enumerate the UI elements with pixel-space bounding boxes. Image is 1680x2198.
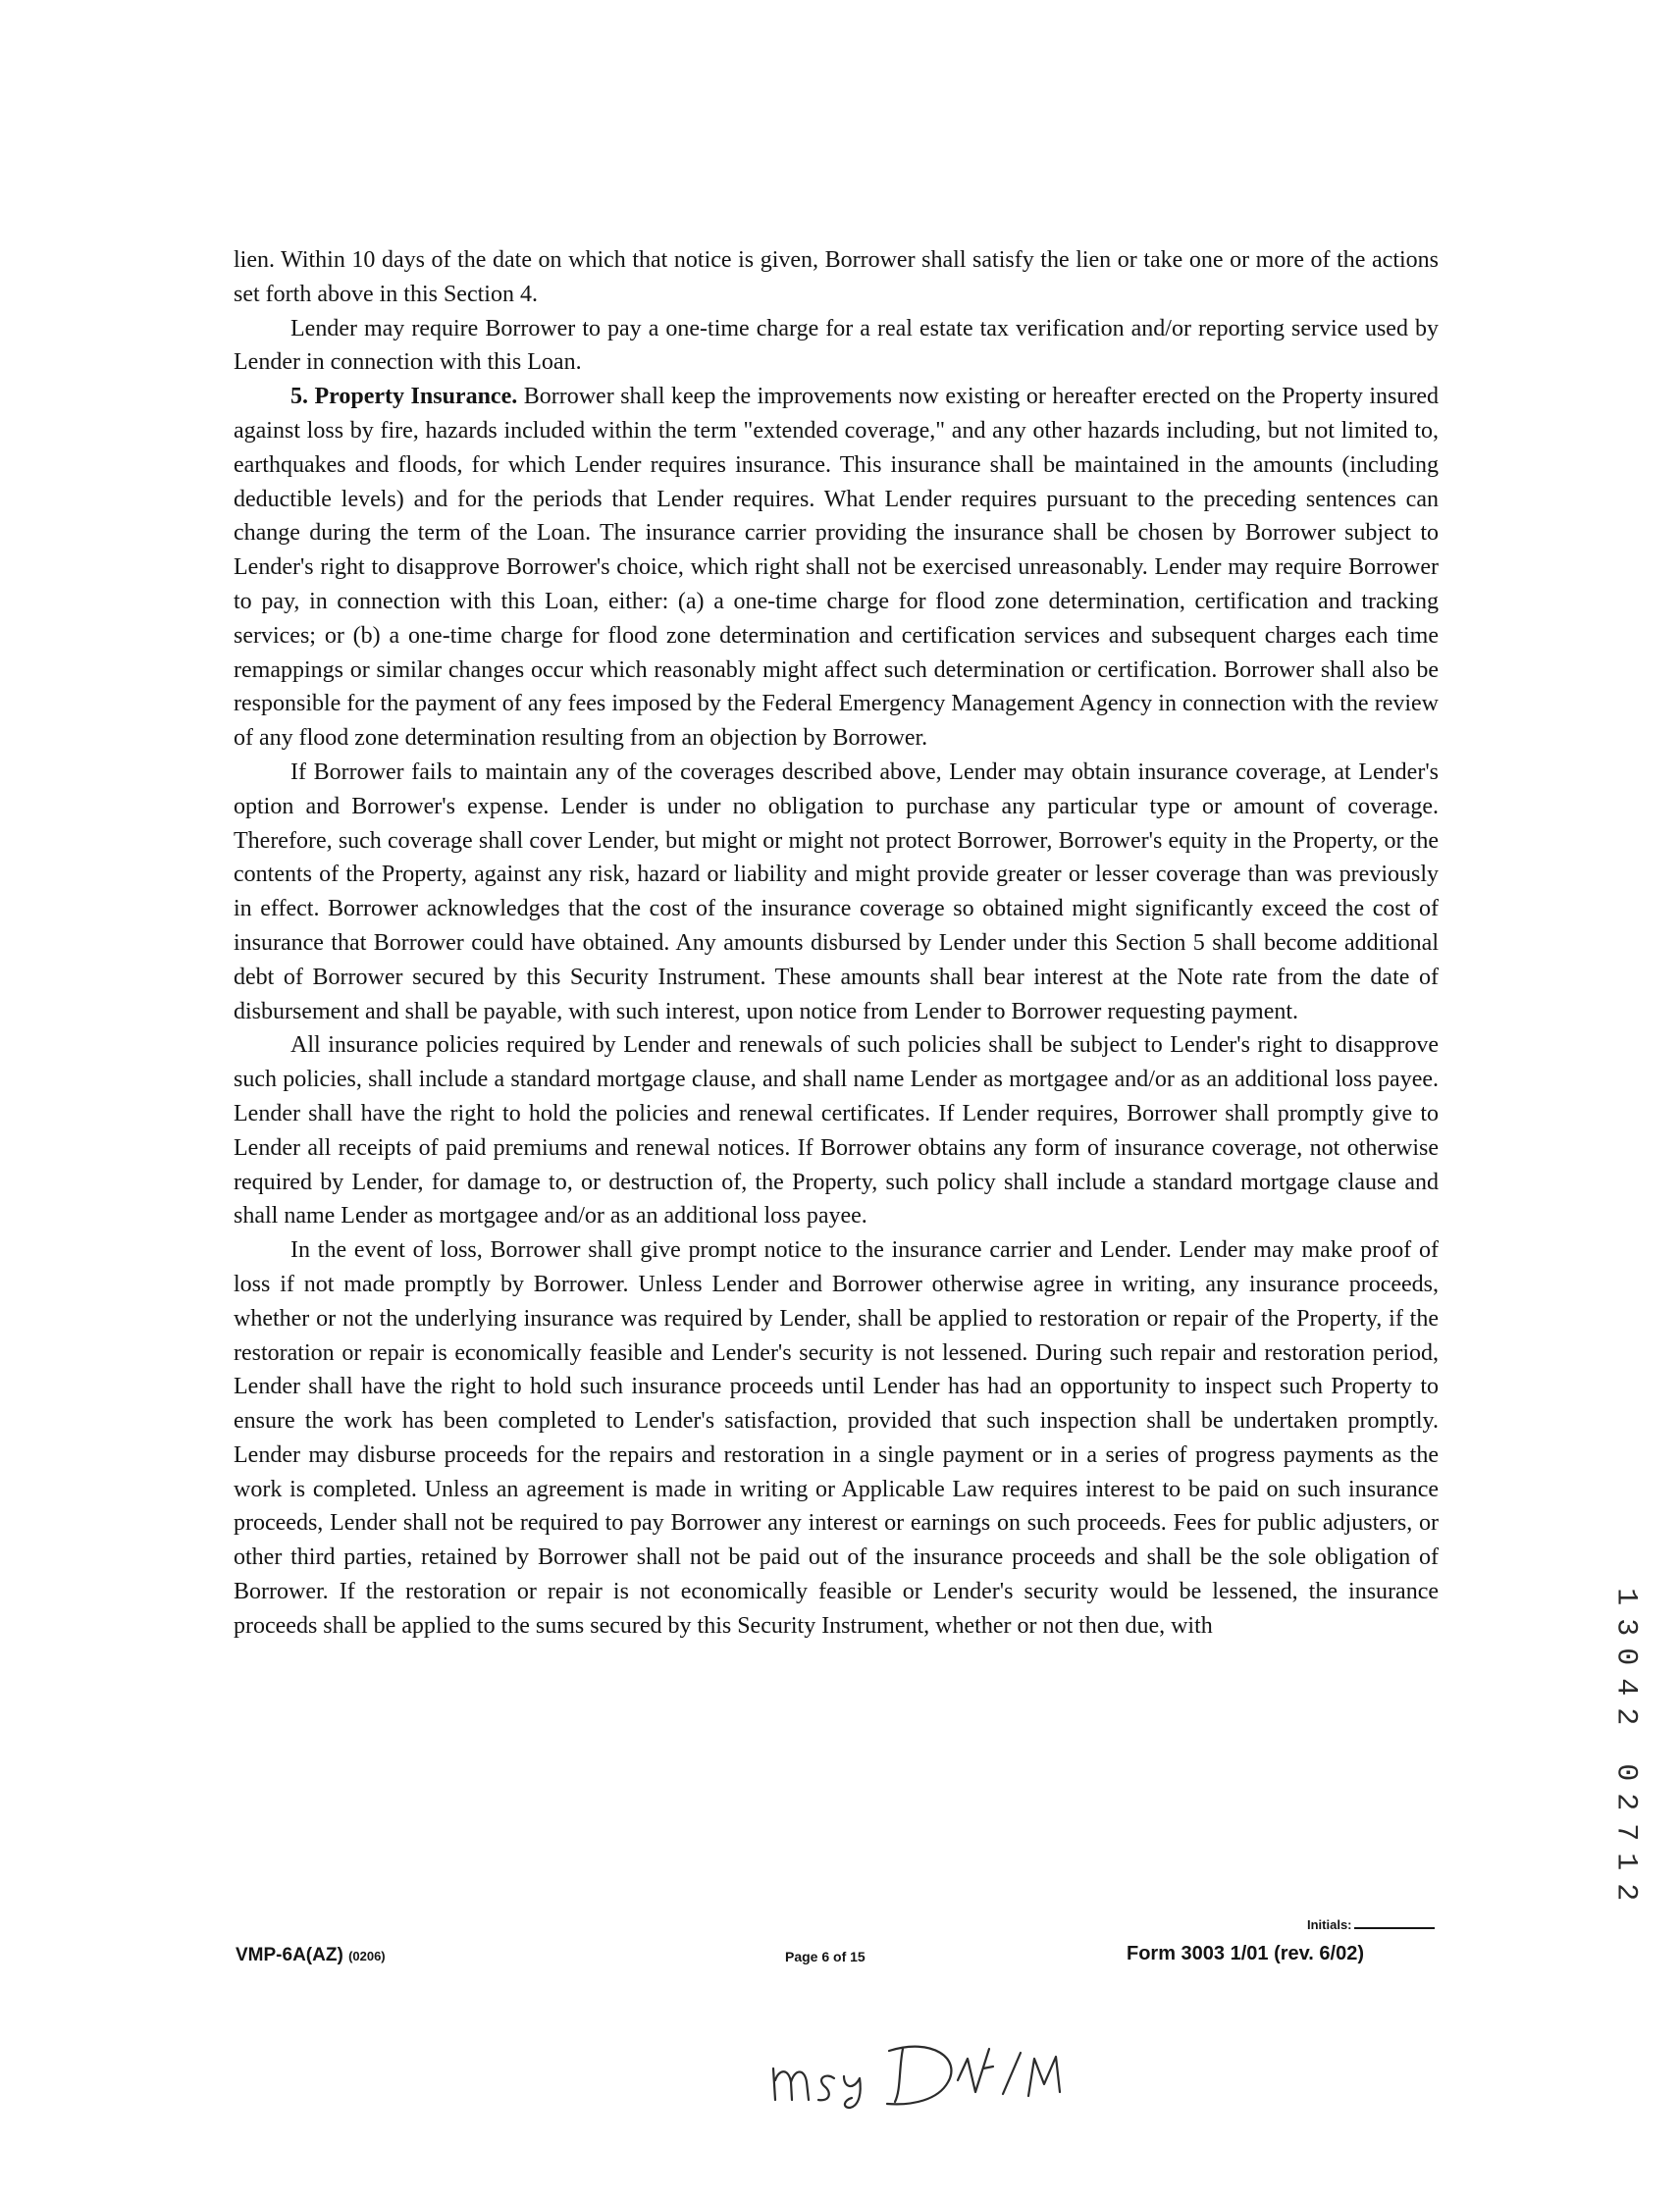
initials-label: Initials:	[1307, 1917, 1352, 1932]
paragraph-lien-notice	[234, 243, 1439, 312]
paragraph-tax-verification	[234, 312, 1439, 381]
paragraph-text: In the event of loss, Borrower shall give prompt notice to the insurance carrier and Lender. Lender may make proof of loss if not made promptly by Borrower. Unless Lender and Borrower otherwise agree in writing, any insurance proceeds, whether or not the underlying insurance was required by Lender, shall be applied to restoration or repair of the Property, if the restoration or repair is economically feasible and Lender's security is not lessened. During such repair and restoration period, Lender shall have the right to hold such insurance proceeds until Lender has had an opportunity to inspect such Property to ensure the work has been completed to Lender's satisfaction, provided that such inspection shall be undertaken promptly. Lender may disburse proceeds for the repairs and restoration in a single payment or in a series of progress payments as the work is completed. Unless an agreement is made in writing or Applicable Law requires interest to be paid on such insurance proceeds, Lender shall not be required to pay Borrower any interest or earnings on such proceeds. Fees for public adjusters, or other third parties, retained by Borrower shall not be paid out of the insurance proceeds and shall be the sole obligation of Borrower. If the restoration or repair is not economically feasible or Lender's security would be lessened, the insurance proceeds shall be applied to the sums secured by this Security Instrument, whether or not then due, with	[234, 1237, 1439, 1639]
side-digit: 2	[1608, 1882, 1643, 1901]
side-digit: 3	[1608, 1617, 1643, 1636]
form-number: Form 3003 1/01 (rev. 6/02)	[1127, 1943, 1364, 1964]
form-code-text: VMP-6A(AZ)	[236, 1945, 343, 1965]
side-recording-number	[1605, 1582, 1645, 1907]
paragraph-text: Borrower shall keep the improvements now existing or hereafter erected on the Property insured against loss by fire, hazards included within the term "extended coverage," and any other hazards including, but not limited to, earthquakes and floods, for which Lender requires insurance. This insurance shall be maintained in the amounts (including deductible levels) and for the periods that Lender requires. What Lender requires pursuant to the preceding sentences can change during the term of the Loan. The insurance carrier providing the insurance shall be chosen by Borrower subject to Lender's right to disapprove Borrower's choice, which right shall not be exercised unreasonably. Lender may require Borrower to pay, in connection with this Loan, either: (a) a one-time charge for flood zone determination, certification and tracking services; or (b) a one-time charge for flood zone determination and certification services and subsequent charges each time remappings or similar changes occur which reasonably might affect such determination or certification. Borrower shall also be responsible for the payment of any fees imposed by the Federal Emergency Management Agency in connection with the review of any flood zone determination resulting from an objection by Borrower.	[234, 384, 1439, 752]
initials-field	[1307, 1917, 1435, 1932]
paragraph-text: All insurance policies required by Lender and renewals of such policies shall be subject to Lender's right to disapprove such policies, shall include a standard mortgage clause, and shall name Lender as mortgagee and/or as an additional loss payee. Lender shall have the right to hold the policies and renewal certificates. If Lender requires, Borrower shall promptly give to Lender all receipts of paid premiums and renewal notices. If Borrower obtains any form of insurance coverage, not otherwise required by Lender, for damage to, or destruction of, the Property, such policy shall include a standard mortgage clause and shall name Lender as mortgagee and/or as an additional loss payee.	[234, 1032, 1439, 1230]
paragraph-text: If Borrower fails to maintain any of the coverages described above, Lender may obtain insurance coverage, at Lender's option and Borrower's expense. Lender is under no obligation to purchase any particular type or amount of coverage. Therefore, such coverage shall cover Lender, but might or might not protect Borrower, Borrower's equity in the Property, or the contents of the Property, against any risk, hazard or liability and might provide greater or lesser coverage than was previously in effect. Borrower acknowledges that the cost of the insurance coverage so obtained might significantly exceed the cost of insurance that Borrower could have obtained. Any amounts disbursed by Lender under this Section 5 shall become additional debt of Borrower secured by this Security Instrument. These amounts shall bear interest at the Note rate from the date of disbursement and shall be payable, with such interest, upon notice from Lender to Borrower requesting payment.	[234, 759, 1439, 1024]
paragraph-text: lien. Within 10 days of the date on which that notice is given, Borrower shall satisfy the lien or take one or more of the actions set forth above in this Section 4.	[234, 247, 1439, 307]
document-body	[234, 243, 1439, 1644]
paragraph-event-of-loss	[234, 1233, 1439, 1644]
paragraph-property-insurance	[234, 380, 1439, 756]
initials-line	[1354, 1927, 1435, 1929]
section-heading: 5. Property Insurance.	[290, 384, 518, 410]
form-code-date: (0206)	[348, 1949, 386, 1963]
page-number: Page 6 of 15	[785, 1949, 866, 1964]
side-digit: 0	[1608, 1648, 1643, 1666]
side-digit: 7	[1608, 1822, 1643, 1841]
side-digit: 4	[1608, 1677, 1643, 1696]
side-digit: 0	[1608, 1762, 1643, 1781]
side-digit: 1	[1608, 1588, 1643, 1606]
paragraph-insurance-policies	[234, 1028, 1439, 1233]
side-digit: 2	[1608, 1707, 1643, 1726]
handwritten-initials-signature	[765, 2029, 1119, 2114]
side-digit: 1	[1608, 1853, 1643, 1871]
form-code	[236, 1945, 386, 1966]
paragraph-text: Lender may require Borrower to pay a one-time charge for a real estate tax verification and/or reporting service used by Lender in connection with this Loan.	[234, 315, 1439, 376]
paragraph-coverage-failure	[234, 756, 1439, 1028]
side-digit: 2	[1608, 1793, 1643, 1811]
